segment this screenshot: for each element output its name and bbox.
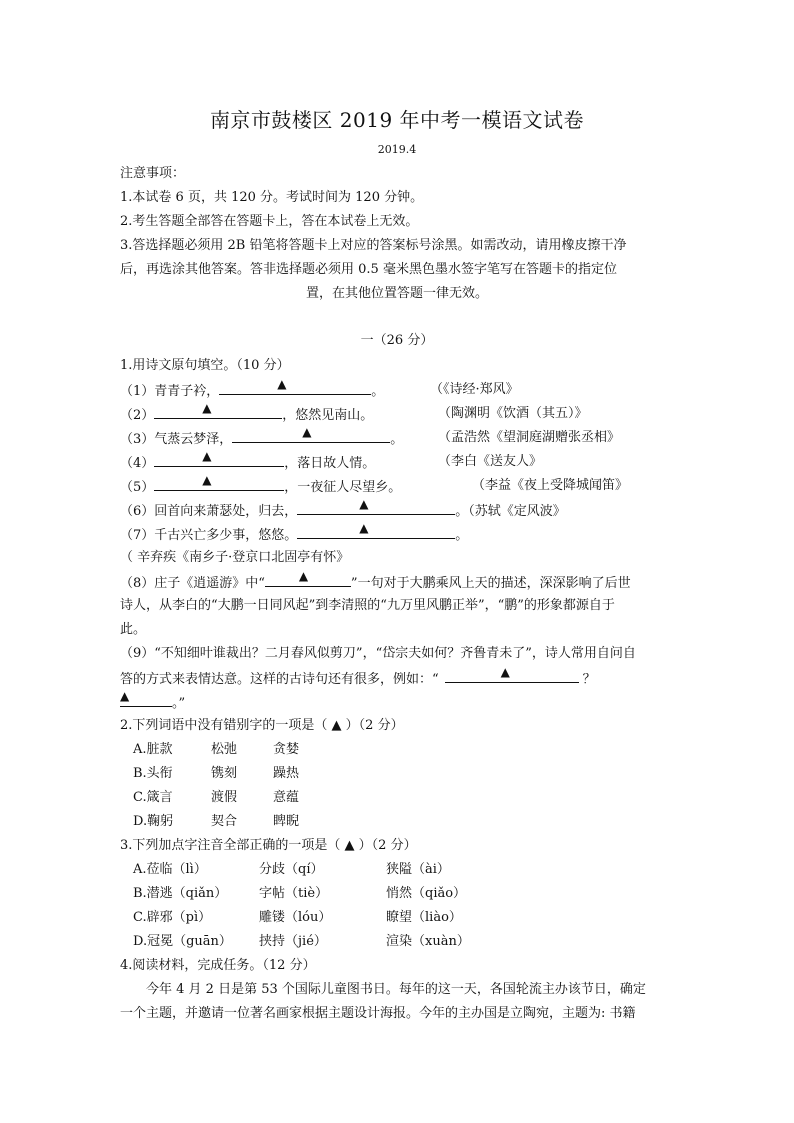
option-word: A.脏款	[133, 742, 173, 757]
triangle-marker: ▲	[302, 425, 312, 439]
q1-item-1-source: （《诗经·郑风》	[430, 382, 519, 397]
q1-item-1-text: （1）青青子衿，	[120, 384, 220, 399]
q3-option-a-2: 分歧（qí）	[259, 862, 324, 877]
q1-item-4	[120, 450, 375, 476]
option-word: 松弛	[211, 742, 238, 757]
notice-item-3-end: 置，在其他位置答题一律无效。	[305, 286, 488, 301]
exam-title: 南京市鼓楼区 2019 年中考一模语文试卷	[209, 108, 585, 132]
q1-item-5-text: （5）	[120, 480, 155, 495]
q1-item-2-end: ，悠然见南山。	[282, 408, 374, 423]
section-heading: 一（26 分）	[360, 333, 434, 348]
q1-item-2-text: （2）	[120, 408, 155, 423]
q2-option-b	[133, 762, 299, 786]
answer-blank[interactable]	[232, 426, 390, 443]
answer-blank[interactable]	[120, 690, 172, 707]
option-word: 渡假	[211, 790, 238, 805]
notice-heading: 注意事项：	[120, 166, 186, 181]
q1-item-9-end: 。”	[172, 696, 186, 711]
triangle-marker: ▲	[298, 569, 309, 583]
q4-passage-line-2: 一个主题，并邀请一位著名画家根据主题设计海报。今年的主办国是立陶宛，主题为: 书籍	[120, 1006, 636, 1021]
option-word: C.箴言	[133, 790, 173, 805]
triangle-marker: ▲	[202, 401, 212, 415]
q1-item-8-line3: 此。	[120, 622, 147, 637]
q2-option-d	[133, 810, 299, 834]
answer-blank[interactable]	[154, 402, 282, 419]
q1-item-4-text: （4）	[120, 456, 155, 471]
q2-option-c	[133, 786, 299, 810]
q3-option-a-1: A.莅临（lì）	[133, 862, 207, 877]
triangle-marker: ▲	[359, 521, 369, 535]
q1-item-6	[120, 498, 566, 524]
option-word: D.鞠躬	[133, 814, 174, 829]
option-word: 贪婪	[273, 742, 300, 757]
q3-option-d-2: 挟持（jié）	[259, 934, 327, 949]
q1-item-5-source: （李益《夜上受降城闻笛》	[472, 478, 629, 493]
q1-item-1	[120, 378, 384, 404]
exam-date: 2019.4	[377, 143, 417, 156]
q1-item-6-end: 。（苏轼《定风波》	[455, 504, 566, 519]
q1-item-9-text: 答的方式来表情达意。这样的古诗句还有很多，例如：“	[120, 672, 439, 687]
answer-blank[interactable]	[297, 522, 455, 539]
option-word: 意蕴	[273, 790, 300, 805]
triangle-marker: ▲	[120, 689, 130, 703]
triangle-marker: ▲	[202, 449, 212, 463]
answer-blank[interactable]	[219, 378, 371, 395]
q1-item-7-text: （7）千古兴亡多少事，悠悠。	[120, 528, 298, 543]
notice-item-1: 1.本试卷 6 页，共 120 分。考试时间为 120 分钟。	[120, 190, 424, 205]
q1-item-8-end: ”一句对于大鹏乘风上天的描述，深深影响了后世	[350, 576, 631, 591]
q2-stem: 2.下列词语中没有错别字的一项是（ ▲ ）（2 分）	[120, 718, 404, 733]
q1-item-2	[120, 402, 373, 428]
q3-option-b-2: 字帖（tiè）	[259, 886, 329, 901]
q4-stem: 4.阅读材料，完成任务。（12 分）	[120, 958, 316, 973]
q1-item-4-source: （李白《送友人》	[438, 454, 543, 469]
q1-item-1-end: 。	[371, 384, 385, 399]
q1-stem: 1.用诗文原句填空。（10 分）	[120, 358, 290, 373]
q3-option-b-3: 悄然（qiǎo）	[386, 886, 467, 901]
q1-item-4-end: ，落日故人情。	[284, 456, 376, 471]
q1-item-7-source: （ 辛弃疾《南乡子·登京口北固亭有怀》	[120, 550, 350, 565]
q1-item-3-source: （孟浩然《望洞庭湖赠张丞相》	[438, 430, 621, 445]
q1-item-2-source: （陶渊明《饮酒（其五）》	[438, 406, 588, 421]
q3-option-b-1: B.潜逃（qiǎn）	[133, 886, 228, 901]
notice-item-3-cont: 后，再选涂其他答案。答非选择题必须用 0.5 毫米黑色墨水签字笔写在答题卡的指定位	[120, 262, 617, 277]
q3-option-d-1: D.冠冕（guān）	[133, 934, 232, 949]
option-word: B.头衔	[133, 766, 173, 781]
q3-stem: 3.下列加点字注音全部正确的一项是（ ▲ ）（2 分）	[120, 838, 417, 853]
option-word: 躁热	[273, 766, 300, 781]
q1-item-3	[120, 426, 403, 452]
q1-item-9-line2	[120, 666, 596, 692]
q1-item-9-line3	[120, 690, 185, 716]
notice-item-2: 2.考生答题全部答在答题卡上，答在本试卷上无效。	[120, 214, 419, 229]
q1-item-9-question-mark: ？	[582, 672, 596, 687]
q1-item-3-end: 。	[390, 432, 404, 447]
q1-item-8	[120, 570, 631, 596]
q1-item-7	[120, 522, 468, 548]
option-word: 镌刻	[211, 766, 238, 781]
q1-item-9: （9）“不知细叶谁裁出？二月春风似剪刀”，“岱宗夫如何？齐鲁青未了”，诗人常用自问自	[120, 646, 636, 661]
triangle-marker: ▲	[202, 473, 212, 487]
q2-option-a	[133, 738, 299, 762]
q3-option-d-3: 渲染（xuàn）	[386, 934, 470, 949]
q3-option-c-2: 雕镂（lóu）	[259, 910, 332, 925]
q1-item-5-end: ，一夜征人尽望乡。	[284, 480, 402, 495]
answer-blank[interactable]	[265, 570, 351, 587]
option-word: 契合	[211, 814, 238, 829]
answer-blank[interactable]	[154, 474, 284, 491]
option-word: 睥睨	[273, 814, 300, 829]
q4-passage-line-1: 今年 4 月 2 日是第 53 个国际儿童图书日。每年的这一天，各国轮流主办该节日，确定	[146, 982, 646, 997]
q1-item-8-text: （8）庄子《逍遥游》中“	[120, 576, 265, 591]
triangle-marker: ▲	[359, 497, 369, 511]
q1-item-8-line2: 诗人，从李白的“大鹏一日同风起”到李清照的“九万里风鹏正举”，“鹏”的形象都源自于	[120, 598, 615, 613]
q3-option-c-3: 瞭望（liào）	[386, 910, 462, 925]
q1-item-7-end: 。	[455, 528, 469, 543]
answer-blank[interactable]	[445, 666, 579, 683]
answer-blank[interactable]	[154, 450, 284, 467]
notice-item-3: 3.答选择题必须用 2B 铅笔将答题卡上对应的答案标号涂黑。如需改动，请用橡皮擦干净	[120, 238, 627, 253]
answer-blank[interactable]	[297, 498, 455, 515]
q1-item-6-text: （6）回首向来萧瑟处，归去，	[120, 504, 298, 519]
q3-option-c-1: C.辟邪（pì）	[133, 910, 212, 925]
q1-item-3-text: （3）气蒸云梦泽，	[120, 432, 233, 447]
q3-option-a-3: 狭隘（ài）	[386, 862, 450, 877]
triangle-marker: ▲	[500, 665, 510, 679]
triangle-marker: ▲	[277, 377, 287, 391]
